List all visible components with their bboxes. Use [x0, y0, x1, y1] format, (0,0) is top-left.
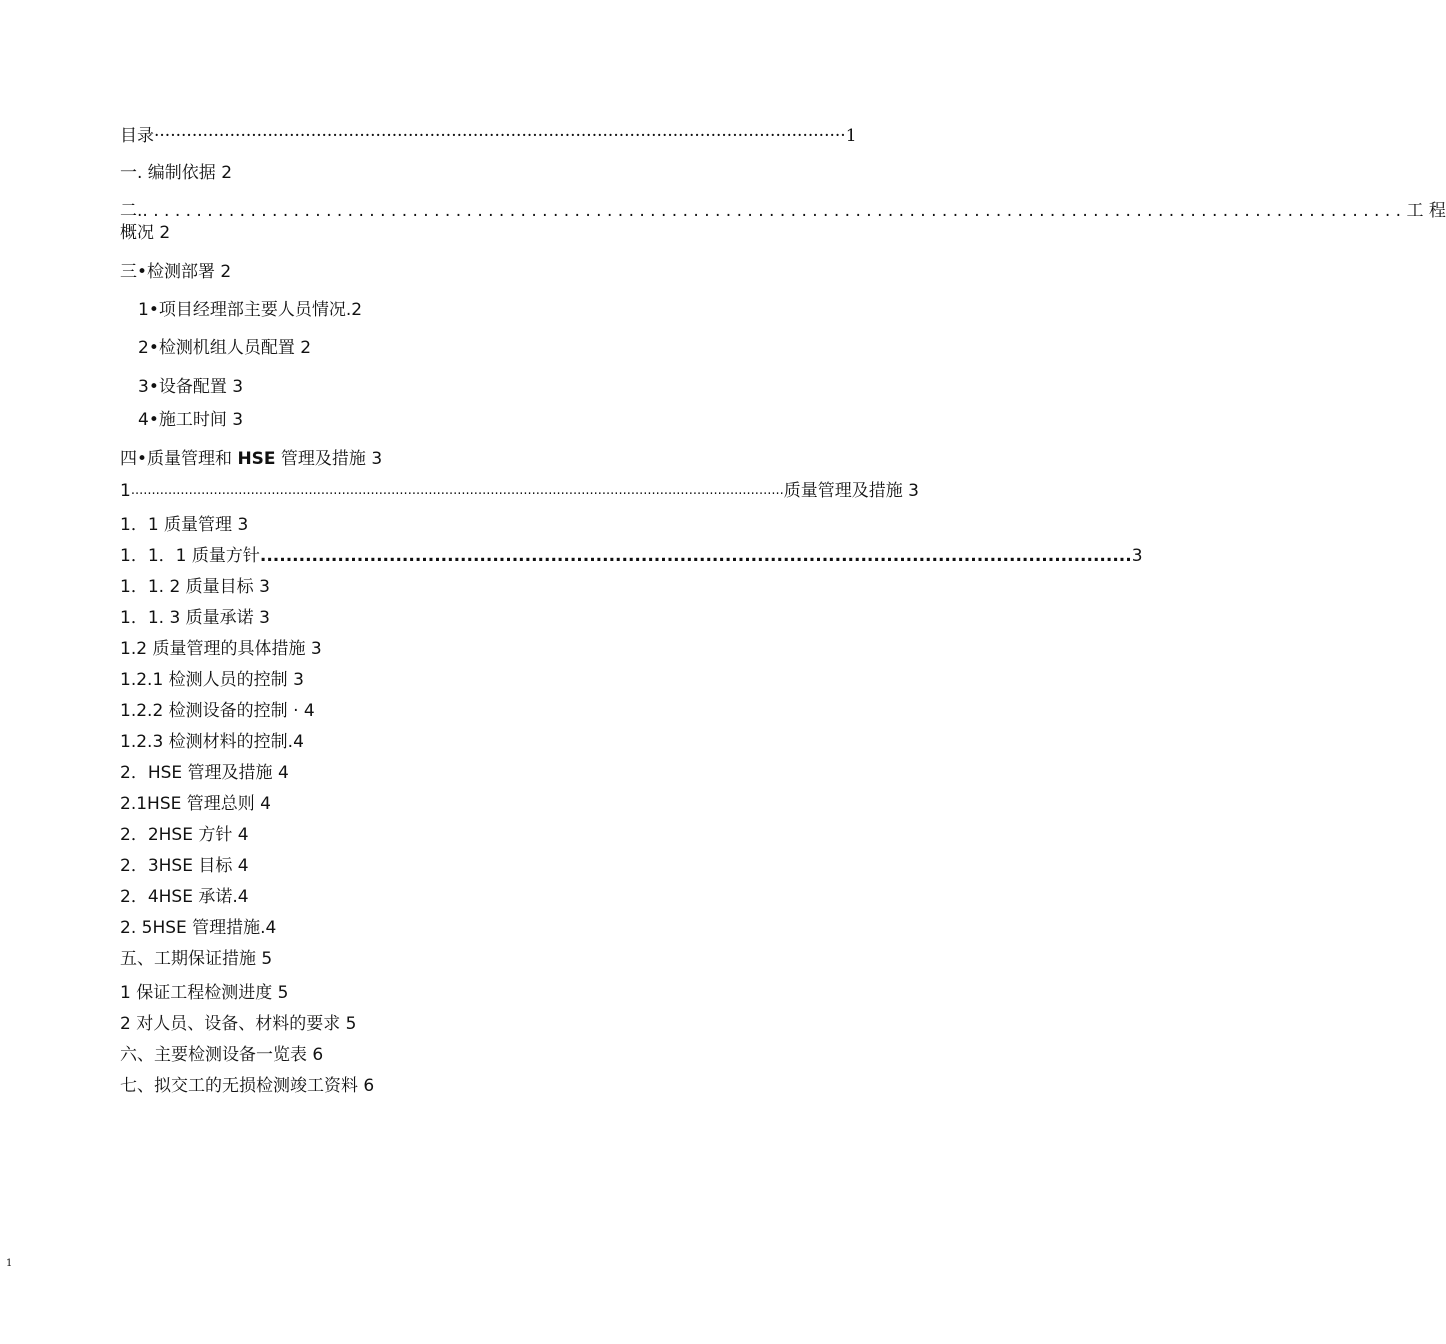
toc-entry-ch3-3: 3•设备配置 3: [138, 377, 244, 397]
toc-title: 目录: [120, 126, 154, 146]
toc-entry-ch2: [120, 201, 1446, 221]
toc-entry-ch4-2-2: 2．2HSE 方针 4: [120, 825, 249, 845]
page-number: 1: [6, 1258, 13, 1269]
toc-entry-ch4-1-2: 1.2 质量管理的具体措施 3: [120, 639, 322, 659]
toc-entry-ch4-1-1-1: [120, 546, 1143, 566]
toc-leader: .......................................................................................................................................: [259, 546, 1132, 566]
toc-entry-ch4-1-prefix: 1: [120, 481, 131, 501]
toc-entry-ch3-4: 4•施工时间 3: [138, 410, 244, 430]
toc-entry-ch4-before: 四•质量管理和: [120, 449, 238, 469]
toc-entry-ch4-1-2-3: 1.2.3 检测材料的控制.4: [120, 732, 304, 752]
toc-entry-ch5: 五、工期保证措施 5: [120, 949, 273, 969]
toc-entry-ch2-prefix: 二.: [120, 201, 143, 221]
toc-entry-ch4-2: 2．HSE 管理及措施 4: [120, 763, 289, 783]
toc-entry-ch4-1-1-1-label: 1．1．1 质量方针: [120, 546, 260, 566]
toc-entry-ch6: 六、主要检测设备一览表 6: [120, 1045, 324, 1065]
toc-title-line: [120, 126, 857, 146]
toc-entry-ch4-2-3: 2．3HSE 目标 4: [120, 856, 249, 876]
toc-entry-ch4-1-1: 1．1 质量管理 3: [120, 515, 249, 535]
toc-entry-ch5-2: 2 对人员、设备、材料的要求 5: [120, 1014, 357, 1034]
toc-leader: ..............................................................................................................................................................: [130, 483, 784, 498]
toc-entry-ch2-label: 工 程: [1406, 201, 1446, 221]
toc-entry-ch3-1: 1•项目经理部主要人员情况.2: [138, 300, 363, 320]
toc-entry-ch4-2-4: 2．4HSE 承诺.4: [120, 887, 249, 907]
toc-entry-ch4-after: 管理及措施 3: [275, 449, 383, 469]
toc-title-page: 1: [845, 126, 857, 146]
toc-entry-ch4-1: [120, 481, 919, 501]
toc-entry-ch4-2-5: 2. 5HSE 管理措施.4: [120, 918, 277, 938]
toc-entry-ch7: 七、拟交工的无损检测竣工资料 6: [120, 1076, 375, 1096]
toc-entry-ch4-bold: HSE: [237, 449, 276, 469]
toc-entry-ch3-2: 2•检测机组人员配置 2: [138, 338, 312, 358]
toc-entry-ch4-1-1-2: 1．1. 2 质量目标 3: [120, 577, 270, 597]
toc-entry-ch4-1-2-1: 1.2.1 检测人员的控制 3: [120, 670, 304, 690]
toc-entry-ch4-2-1: 2.1HSE 管理总则 4: [120, 794, 271, 814]
toc-entry-ch4-1-label: 质量管理及措施 3: [783, 481, 919, 501]
toc-entry-ch5-1: 1 保证工程检测进度 5: [120, 983, 289, 1003]
toc-entry-ch4-1-2-2: 1.2.2 检测设备的控制 · 4: [120, 701, 315, 721]
toc-entry-ch4-1-1-1-page: 3: [1131, 546, 1143, 566]
toc-leader: .....................................................................................................................: [142, 201, 1407, 221]
toc-entry-ch2-wrapped: 概况 2: [120, 223, 171, 243]
toc-entry-ch4: [120, 449, 382, 469]
toc-entry-ch3: 三•检测部署 2: [120, 262, 232, 282]
toc-entry-ch4-1-1-3: 1．1. 3 质量承诺 3: [120, 608, 270, 628]
toc-leader: ································································································································: [154, 126, 846, 146]
toc-entry-ch1: 一. 编制依据 2: [120, 163, 233, 183]
